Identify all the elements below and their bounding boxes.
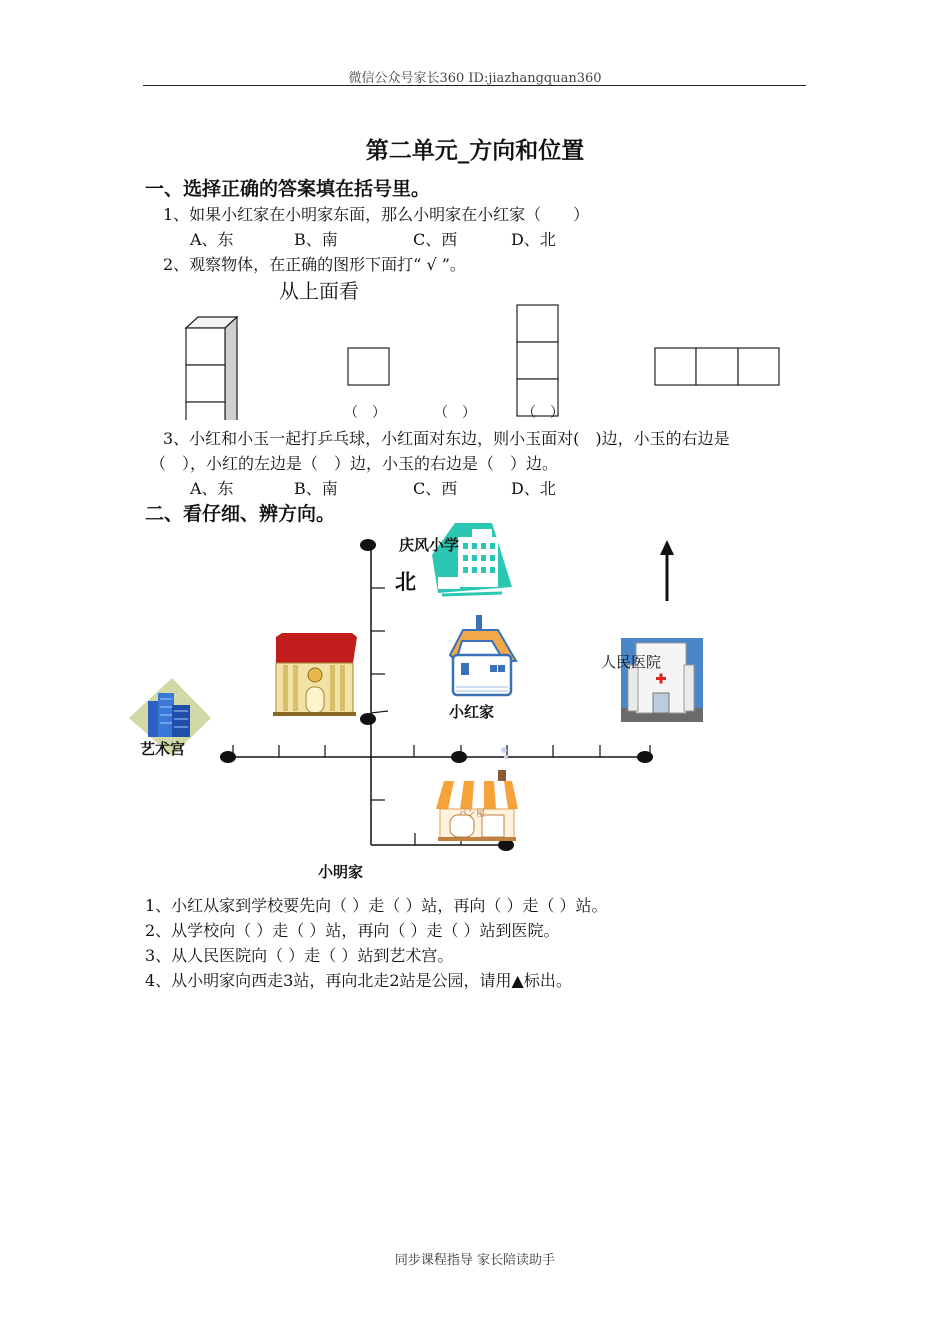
- q3-option-d: D、北: [511, 479, 556, 498]
- question-2: 2、观察物体，在正确的图形下面打“ √ ”。: [163, 255, 466, 274]
- q3-option-b: B、南: [294, 479, 338, 498]
- station-school: [360, 539, 376, 551]
- station-art-palace: [220, 751, 236, 763]
- direction-map: [120, 515, 720, 865]
- bakery-shop-icon: [436, 747, 518, 841]
- page-footer: 同步课程指导 家长陪读助手: [394, 1253, 556, 1268]
- q2-figures: [180, 300, 800, 420]
- q2-answer-paren-1[interactable]: （ ）: [344, 405, 386, 421]
- hospital-label: 人民医院: [601, 653, 662, 671]
- option-single-square[interactable]: [348, 348, 389, 385]
- north-arrow-icon: [660, 540, 674, 601]
- question-3-line2: （ ），小红的左边是（ ）边，小玉的右边是（ ）边。: [150, 454, 559, 473]
- q1-option-d: D、北: [511, 230, 556, 249]
- q1-option-a: A、东: [190, 230, 234, 249]
- q2-view-label: 从上面看: [279, 279, 359, 303]
- question-1: 1、如果小红家在小明家东面，那么小明家在小红家（ ）: [163, 205, 590, 224]
- map-question-3: 3、从人民医院向（ ）走（ ）站到艺术宫。: [145, 946, 454, 965]
- map-question-4: 4、从小明家向西走3站，再向北走2站是公园，请用▲标出。: [145, 971, 572, 990]
- q1-option-b: B、南: [294, 230, 338, 249]
- q3-option-a: A、东: [190, 479, 234, 498]
- option-vertical-three[interactable]: [517, 305, 558, 416]
- section1-heading: 一、选择正确的答案填在括号里。: [145, 178, 431, 200]
- header-divider: [143, 85, 806, 86]
- station-origin: [360, 713, 376, 725]
- q3-option-c: C、西: [413, 479, 458, 498]
- museum-building-icon: [273, 633, 357, 716]
- q1-option-c: C、西: [413, 230, 458, 249]
- station-xiaohong: [451, 751, 467, 763]
- question-3-line1: 3、小红和小玉一起打乒乓球，小红面对东边，则小玉面对( )边，小玉的右边是: [163, 429, 730, 448]
- station-hospital: [637, 751, 653, 763]
- bakery-sign: パン屋: [458, 809, 486, 819]
- art-palace-label: 艺术宫: [140, 740, 186, 758]
- page-header: 微信公众号家长360 ID:jiazhangquan360: [348, 71, 602, 86]
- xiaoming-label: 小明家: [318, 863, 364, 881]
- vertical-ticks: [371, 588, 388, 800]
- stacked-cubes-figure: [186, 317, 237, 420]
- school-label: 庆风小学: [399, 536, 460, 554]
- page-title: 第二单元_方向和位置: [365, 138, 585, 164]
- q2-answer-paren-3[interactable]: （ ）: [522, 405, 564, 421]
- north-label: 北: [395, 570, 416, 594]
- q2-answer-paren-2[interactable]: （ ）: [434, 405, 476, 421]
- xiaohong-house-icon: [450, 615, 516, 695]
- map-question-2: 2、从学校向（ ）走（ ）站，再向（ ）走（ ）站到医院。: [145, 921, 560, 940]
- section2-heading: 二、看仔细、辨方向。: [145, 503, 336, 525]
- map-question-1: 1、小红从家到学校要先向（ ）走（ ）站，再向（ ）走（ ）站。: [145, 896, 608, 915]
- xiaohong-label: 小红家: [449, 703, 495, 721]
- option-horizontal-three[interactable]: [655, 348, 779, 385]
